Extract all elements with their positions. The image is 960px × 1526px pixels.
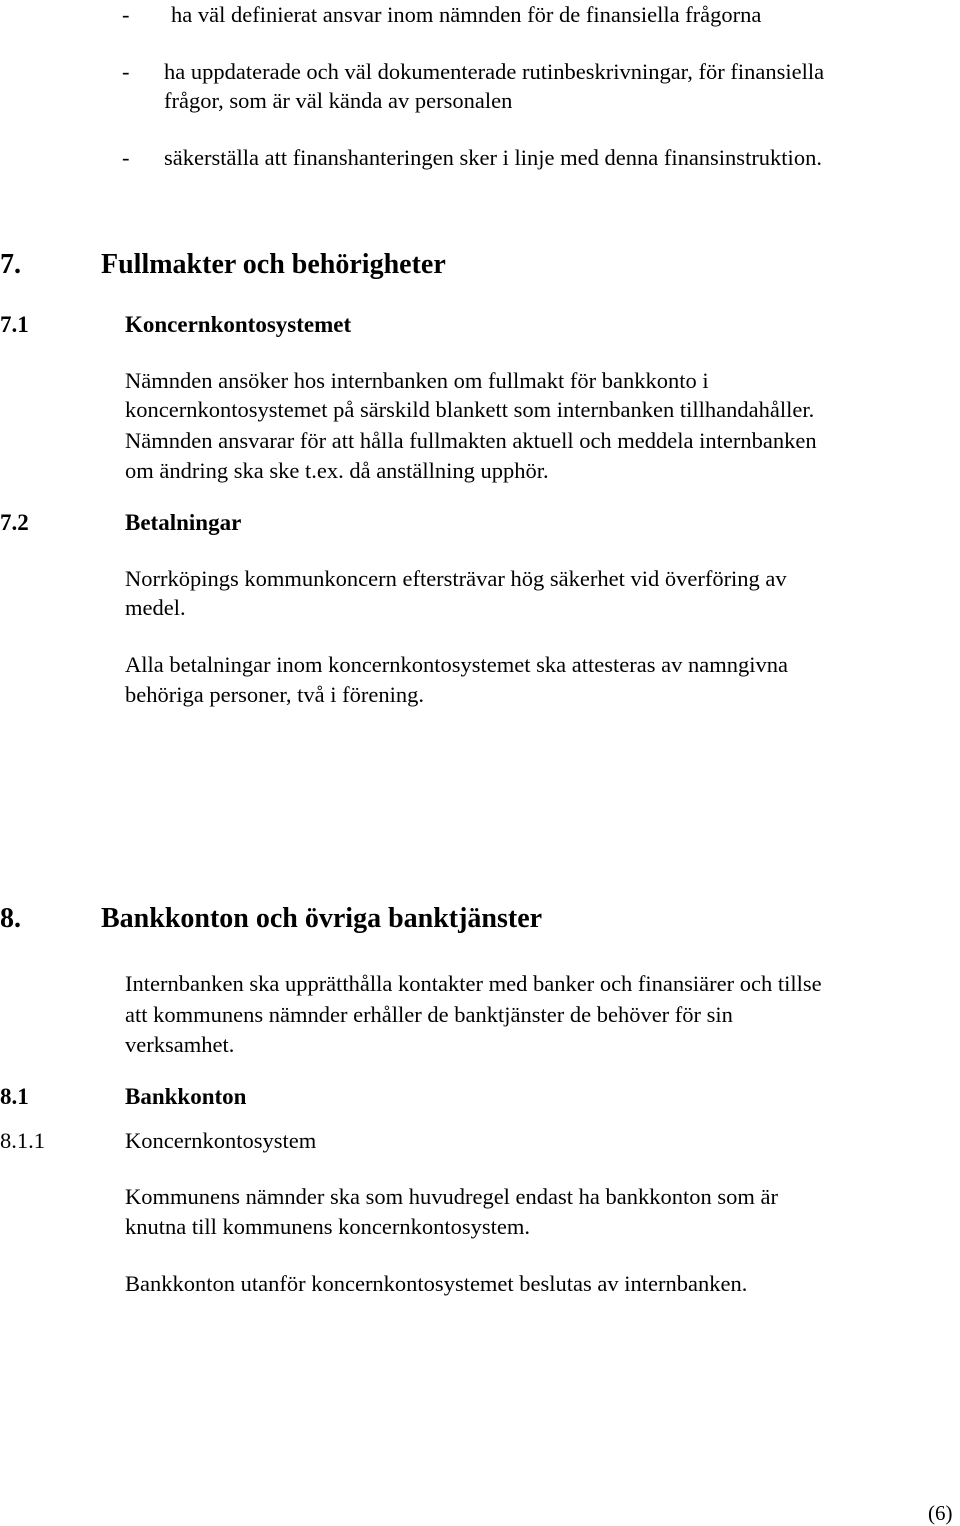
bullet-dash: -: [122, 59, 130, 84]
bullet-text: ha uppdaterade och väl dokumenterade rutinbeskrivningar, för finansiella: [164, 59, 825, 84]
section-8-1-1-number: 8.1.1: [0, 1128, 45, 1153]
paragraph-line: koncernkontosystemet på särskild blankett som internbanken tillhandahåller.: [125, 397, 815, 422]
section-7-number: 7.: [0, 249, 21, 280]
bullet-dash: -: [122, 145, 130, 170]
section-8-1-number: 8.1: [0, 1084, 29, 1109]
paragraph-line: Alla betalningar inom koncernkontosystemet ska attesteras av namngivna: [125, 652, 788, 677]
section-8-1-1-title: Koncernkontosystem: [125, 1128, 317, 1153]
paragraph-line: att kommunens nämnder erhåller de banktjänster de behöver för sin: [125, 1002, 733, 1027]
paragraph-line: om ändring ska ske t.ex. då anställning upphör.: [125, 458, 549, 483]
section-7-1-title: Koncernkontosystemet: [125, 312, 352, 337]
section-7-title: Fullmakter och behörigheter: [101, 249, 446, 280]
bullet-text: ha väl definierat ansvar inom nämnden för de finansiella frågorna: [171, 2, 762, 27]
section-7-2-number: 7.2: [0, 510, 29, 535]
section-7-1-number: 7.1: [0, 312, 29, 337]
paragraph-line: behöriga personer, två i förening.: [125, 682, 424, 707]
paragraph-line: Nämnden ansvarar för att hålla fullmakten aktuell och meddela internbanken: [125, 428, 817, 453]
section-8-number: 8.: [0, 903, 21, 934]
paragraph-line: Nämnden ansöker hos internbanken om fullmakt för bankkonto i: [125, 368, 709, 393]
page-number: (6): [928, 1501, 953, 1525]
section-8-1-title: Bankkonton: [125, 1084, 247, 1109]
bullet-text: frågor, som är väl kända av personalen: [164, 88, 513, 113]
paragraph-line: Bankkonton utanför koncernkontosystemet beslutas av internbanken.: [125, 1271, 748, 1296]
bullet-dash: -: [122, 2, 130, 27]
paragraph-line: Kommunens nämnder ska som huvudregel endast ha bankkonton som är: [125, 1184, 778, 1209]
paragraph-line: verksamhet.: [125, 1032, 235, 1057]
section-8-title: Bankkonton och övriga banktjänster: [101, 903, 543, 934]
paragraph-line: Internbanken ska upprätthålla kontakter med banker och finansiärer och tillse: [125, 971, 822, 996]
section-7-2-title: Betalningar: [125, 510, 242, 535]
paragraph-line: knutna till kommunens koncernkontosystem.: [125, 1214, 530, 1239]
paragraph-line: Norrköpings kommunkoncern eftersträvar hög säkerhet vid överföring av: [125, 566, 787, 591]
paragraph-line: medel.: [125, 595, 186, 620]
bullet-text: säkerställa att finanshanteringen sker i linje med denna finansinstruktion.: [164, 145, 822, 170]
